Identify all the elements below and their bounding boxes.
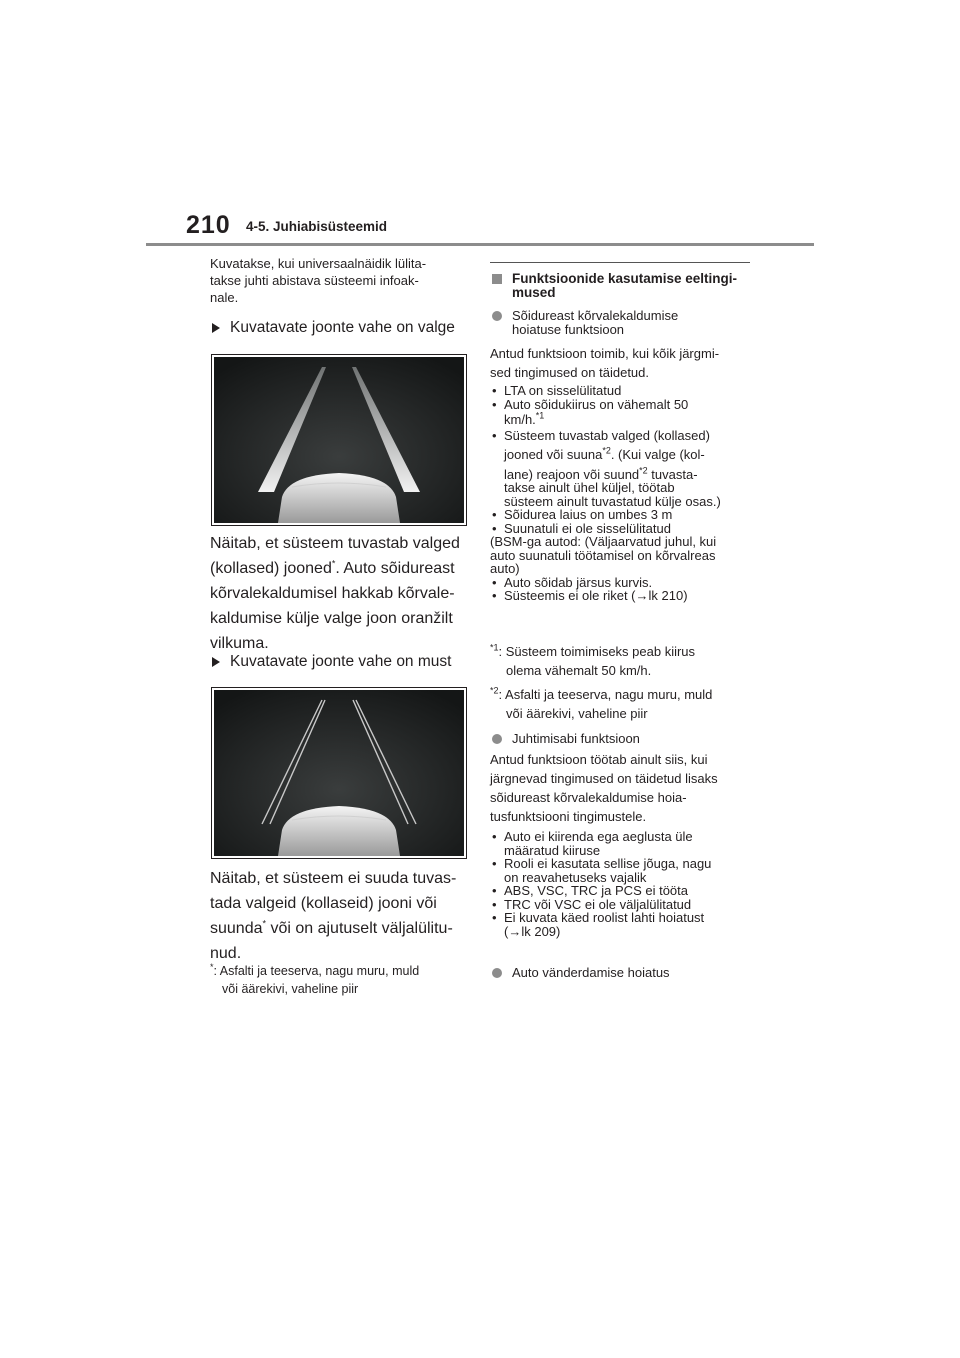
steering-intro: Antud funktsioon töötab ainult siis, kui järgnevad tingimused on täidetud lisaks sõidureast kõrvalekaldumise hoia- tusfunktsiooni tingimustele. [490, 752, 718, 824]
steering-title: Juhtimisabi funktsioon [490, 732, 760, 746]
description-white-gap: Näitab, et süsteem tuvastab valged (kollased) jooned*. Auto sõidureast kõrvalekaldumisel hakkab kõrvale- kaldumise külje valge joon oranžilt vilkuma. [210, 535, 460, 652]
ldw-intro: Antud funktsioon toimib, kui kõik järgmi- sed tingimused on täidetud. [490, 346, 720, 380]
circle-bullet-icon [492, 734, 502, 744]
list-item: • TRC või VSC ei ole väljalülitatud [490, 898, 760, 912]
list-item: • Sõidurea laius on umbes 3 m [490, 508, 760, 522]
circle-bullet-icon [492, 968, 502, 978]
preconditions-heading: Funktsioonide kasutamise eeltingi- mused [490, 272, 760, 300]
arrow-icon: → [508, 923, 522, 939]
lane-display-white-illustration [214, 357, 464, 523]
section-title: 4-5. Juhiabisüsteemid [246, 219, 388, 234]
list-item: • Rooli ei kasutata sellise jõuga, nagu [490, 857, 760, 871]
ldw-title: Sõidureast kõrvalekaldumise hoiatuse funktsioon [490, 309, 760, 337]
list-item: • Suunatuli ei ole sisselülitatud [490, 522, 760, 536]
steering-conditions-list: • Auto ei kiirenda ega aeglusta üle määratud kiiruse • Rooli ei kasutata sellise jõuga, nagu on reavahetuseks vajalik • ABS, VSC, TRC ja PCS ei tööta • TRC või VSC ei ole väljalülitatud • Ei kuvata käed roolist lahti hoiatust (→lk 209) [490, 830, 760, 938]
list-item: • Ei kuvata käed roolist lahti hoiatust [490, 911, 760, 925]
square-bullet-icon [492, 274, 502, 284]
lane-display-black-illustration [214, 690, 464, 856]
list-item: • Süsteem tuvastab valged (kollased) [490, 429, 760, 443]
triangle-bullet-icon [212, 657, 220, 667]
right-footnote-1: $^{*1}$: Süsteem toimimiseks peab kiirus olema vähemalt 50 km/h. [490, 642, 696, 678]
figure-black-gap [211, 687, 467, 859]
footnote-left: *: Asfalti ja teeserva, nagu muru, muld või äärekivi, vaheline piir [210, 961, 420, 996]
header-rule [146, 243, 814, 246]
right-column-rule [490, 262, 750, 263]
list-item: • LTA on sisselülitatud [490, 384, 760, 398]
page-number: 210 [186, 211, 231, 239]
list-item: • Auto sõidukiirus on vähemalt 50 [490, 398, 760, 412]
right-footnote-2: $^{*2}$: Asfalti ja teeserva, nagu muru, muld või äärekivi, vaheline piir [490, 685, 713, 721]
list-item: • Auto sõidab järsus kurvis. [490, 576, 760, 590]
figure-white-gap [211, 354, 467, 526]
list-item: • Auto ei kiirenda ega aeglusta üle [490, 830, 760, 844]
list-item: • Süsteemis ei ole riket (→lk 210) [490, 589, 760, 603]
arrow-icon: → [635, 588, 649, 603]
triangle-bullet-icon [212, 323, 220, 333]
ldw-conditions-list: • LTA on sisselülitatud • Auto sõidukiirus on vähemalt 50 km/h.$^{*1}$ • Süsteem tuvastab valged (kollased) jooned või suuna$^{*2}$. (Kui valge (kol- lane) reajoon või suund$^{*2}$ tuvasta- takse ainult ühel küljel, töötab süsteem ainult tuvastatud külje osas.) • Sõidurea laius on umbes 3 m • Suunatuli ei ole sisselülitatud (BSM-ga autod: (Väljaarvatud juhul, kui auto suunatuli töötamisel on kõrvalreas auto) • Auto sõidab järsus kurvis. • Süsteemis ei ole riket (→lk 210) [490, 384, 760, 603]
intro-paragraph: Kuvatakse, kui universaalnäidik lülita- takse juhti abistava süsteemi infoak- nale. [210, 256, 427, 305]
sway-warning-title: Auto vänderdamise hoiatus [490, 966, 760, 980]
circle-bullet-icon [492, 311, 502, 321]
subheading-black-gap: Kuvatavate joonte vahe on must [204, 653, 474, 671]
description-black-gap: Näitab, et süsteem ei suuda tuvas- tada valgeid (kollaseid) jooni või suunda* või on ajutuselt väljalülitu- nud. [210, 870, 457, 962]
subheading-white-gap: Kuvatavate joonte vahe on valge [204, 319, 474, 337]
list-item: • ABS, VSC, TRC ja PCS ei tööta [490, 884, 760, 898]
